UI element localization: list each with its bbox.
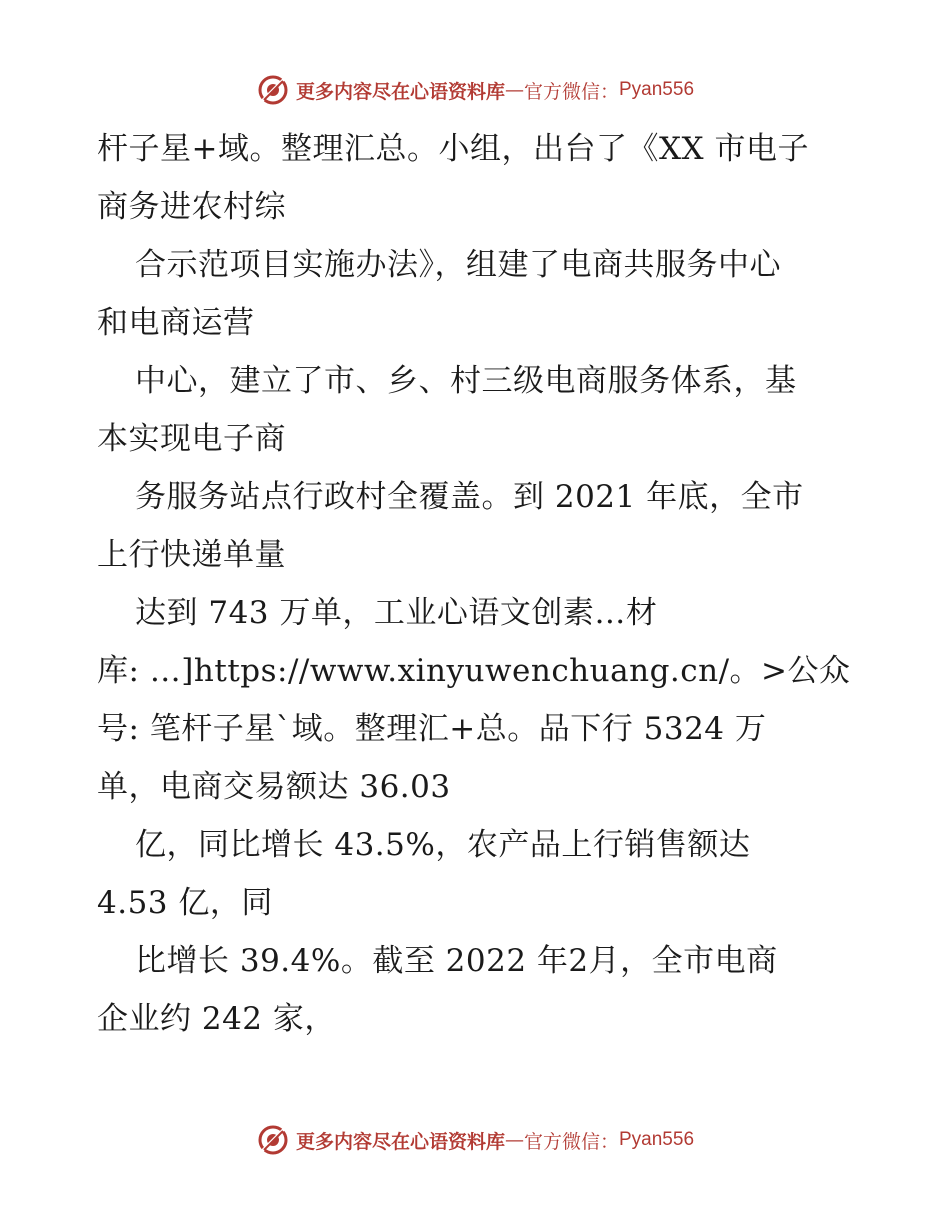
banner-wechat-label: 官方微信： (523, 80, 619, 103)
text-line: 单，电商交易额达 36.03 (97, 769, 451, 805)
text-line: 商务进农村综 (97, 189, 286, 225)
text-line: 本实现电子商 (97, 421, 286, 457)
banner-separator: — (504, 1129, 524, 1151)
header-banner (0, 70, 950, 110)
text-line: 中心，建立了市、乡、村三级电商服务体系，基 (135, 363, 797, 399)
banner-wechat-id: Pyan556 (619, 79, 695, 100)
logo-icon (256, 1123, 290, 1157)
text-line: 比增长 39.4%。截至 2022 年2月，全市电商 (135, 943, 778, 979)
text-line: 合示范项目实施办法》，组建了电商共服务中心 (135, 247, 781, 283)
text-line: 务服务站点行政村全覆盖。到 2021 年底，全市 (135, 479, 804, 515)
document-body (97, 120, 857, 1048)
text-line: 库: …]https://www.xinyuwenchuang.cn/。>公众 (97, 653, 851, 689)
text-line: 上行快递单量 (97, 537, 286, 573)
text-line: 企业约 242 家， (97, 1001, 336, 1037)
text-line: 达到 743 万单，工业心语文创素…材 (135, 595, 658, 631)
footer-banner (0, 1120, 950, 1160)
text-line: 和电商运营 (97, 305, 255, 341)
text-line: 杆子星+域。整理汇总。小组，出台了《XX 市电子 (97, 131, 809, 167)
banner-title: 更多内容尽在心语资料库 (295, 80, 505, 103)
text-line: 号: 笔杆子星`域。整理汇+总。品下行 5324 万 (97, 711, 767, 747)
banner-wechat-label: 官方微信： (523, 1130, 619, 1153)
text-line: 4.53 亿，同 (97, 885, 273, 921)
banner-title: 更多内容尽在心语资料库 (295, 1130, 505, 1153)
logo-icon (256, 73, 290, 107)
banner-wechat-id: Pyan556 (619, 1129, 695, 1150)
text-line: 亿，同比增长 43.5%，农产品上行销售额达 (135, 827, 751, 863)
banner-separator: — (504, 79, 524, 101)
